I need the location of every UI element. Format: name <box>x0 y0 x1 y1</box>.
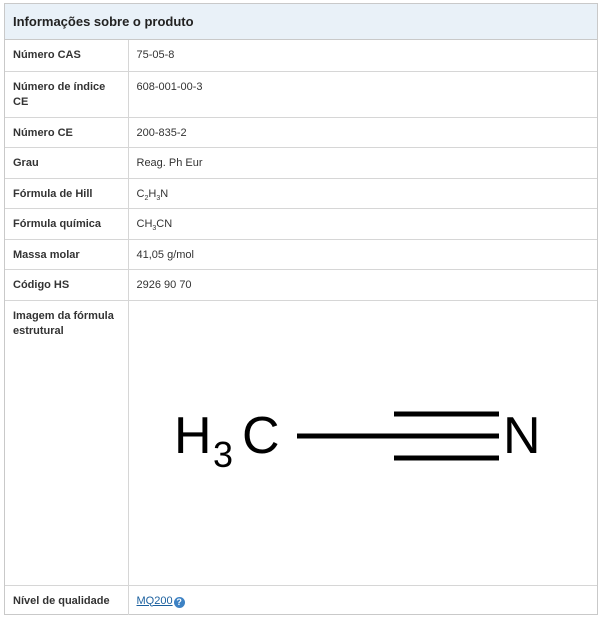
hill-sub: 3 <box>156 194 161 202</box>
ec-value: 200-835-2 <box>128 117 597 147</box>
hill-sub: 2 <box>144 194 149 202</box>
chemical-formula-value <box>128 208 597 239</box>
chem-sub: 3 <box>152 224 157 232</box>
table-row <box>5 147 597 178</box>
molar-mass-label: Massa molar <box>5 239 128 269</box>
chem-part: CN <box>156 217 173 230</box>
hill-formula-value <box>128 178 597 208</box>
quality-level-link[interactable]: MQ200 <box>136 594 173 607</box>
molar-mass-value: 41,05 g/mol <box>128 239 597 269</box>
grade-label: Grau <box>5 147 128 178</box>
index-label: Número de índice CE <box>5 71 128 117</box>
table-row <box>5 117 597 147</box>
table-row <box>5 269 597 300</box>
table-row <box>5 239 597 269</box>
table-row <box>5 208 597 239</box>
ec-label: Número CE <box>5 117 128 147</box>
atom-subscript: 3 <box>212 433 233 475</box>
chem-part: CH <box>136 217 153 230</box>
quality-level-label: Nível de qualidade <box>5 585 128 615</box>
structure-image <box>128 300 597 585</box>
chemical-formula-label: Fórmula química <box>5 208 128 239</box>
atom-c: C <box>241 406 280 465</box>
atom-h: H <box>173 406 212 465</box>
hill-part: H <box>148 187 157 200</box>
structure-label: Imagem da fórmula estrutural <box>5 300 128 585</box>
table-row <box>5 300 597 585</box>
table-row <box>5 40 597 71</box>
index-value: 608-001-00-3 <box>128 71 597 117</box>
cas-value: 75-05-8 <box>128 40 597 71</box>
product-info-panel <box>4 3 598 615</box>
structural-formula <box>169 398 549 478</box>
table-row <box>5 71 597 117</box>
table-row <box>5 178 597 208</box>
hill-part: C <box>136 187 145 200</box>
hill-part: N <box>160 187 169 200</box>
hs-code-value: 2926 90 70 <box>128 269 597 300</box>
quality-level-value <box>128 585 597 615</box>
atom-n: N <box>502 406 541 465</box>
cas-label: Número CAS <box>5 40 128 71</box>
grade-value: Reag. Ph Eur <box>128 147 597 178</box>
hill-formula-label: Fórmula de Hill <box>5 178 128 208</box>
product-info-table <box>5 40 597 615</box>
hs-code-label: Código HS <box>5 269 128 300</box>
question-circle-icon[interactable]: ? <box>174 597 185 608</box>
table-row <box>5 585 597 615</box>
panel-title: Informações sobre o produto <box>5 4 597 40</box>
